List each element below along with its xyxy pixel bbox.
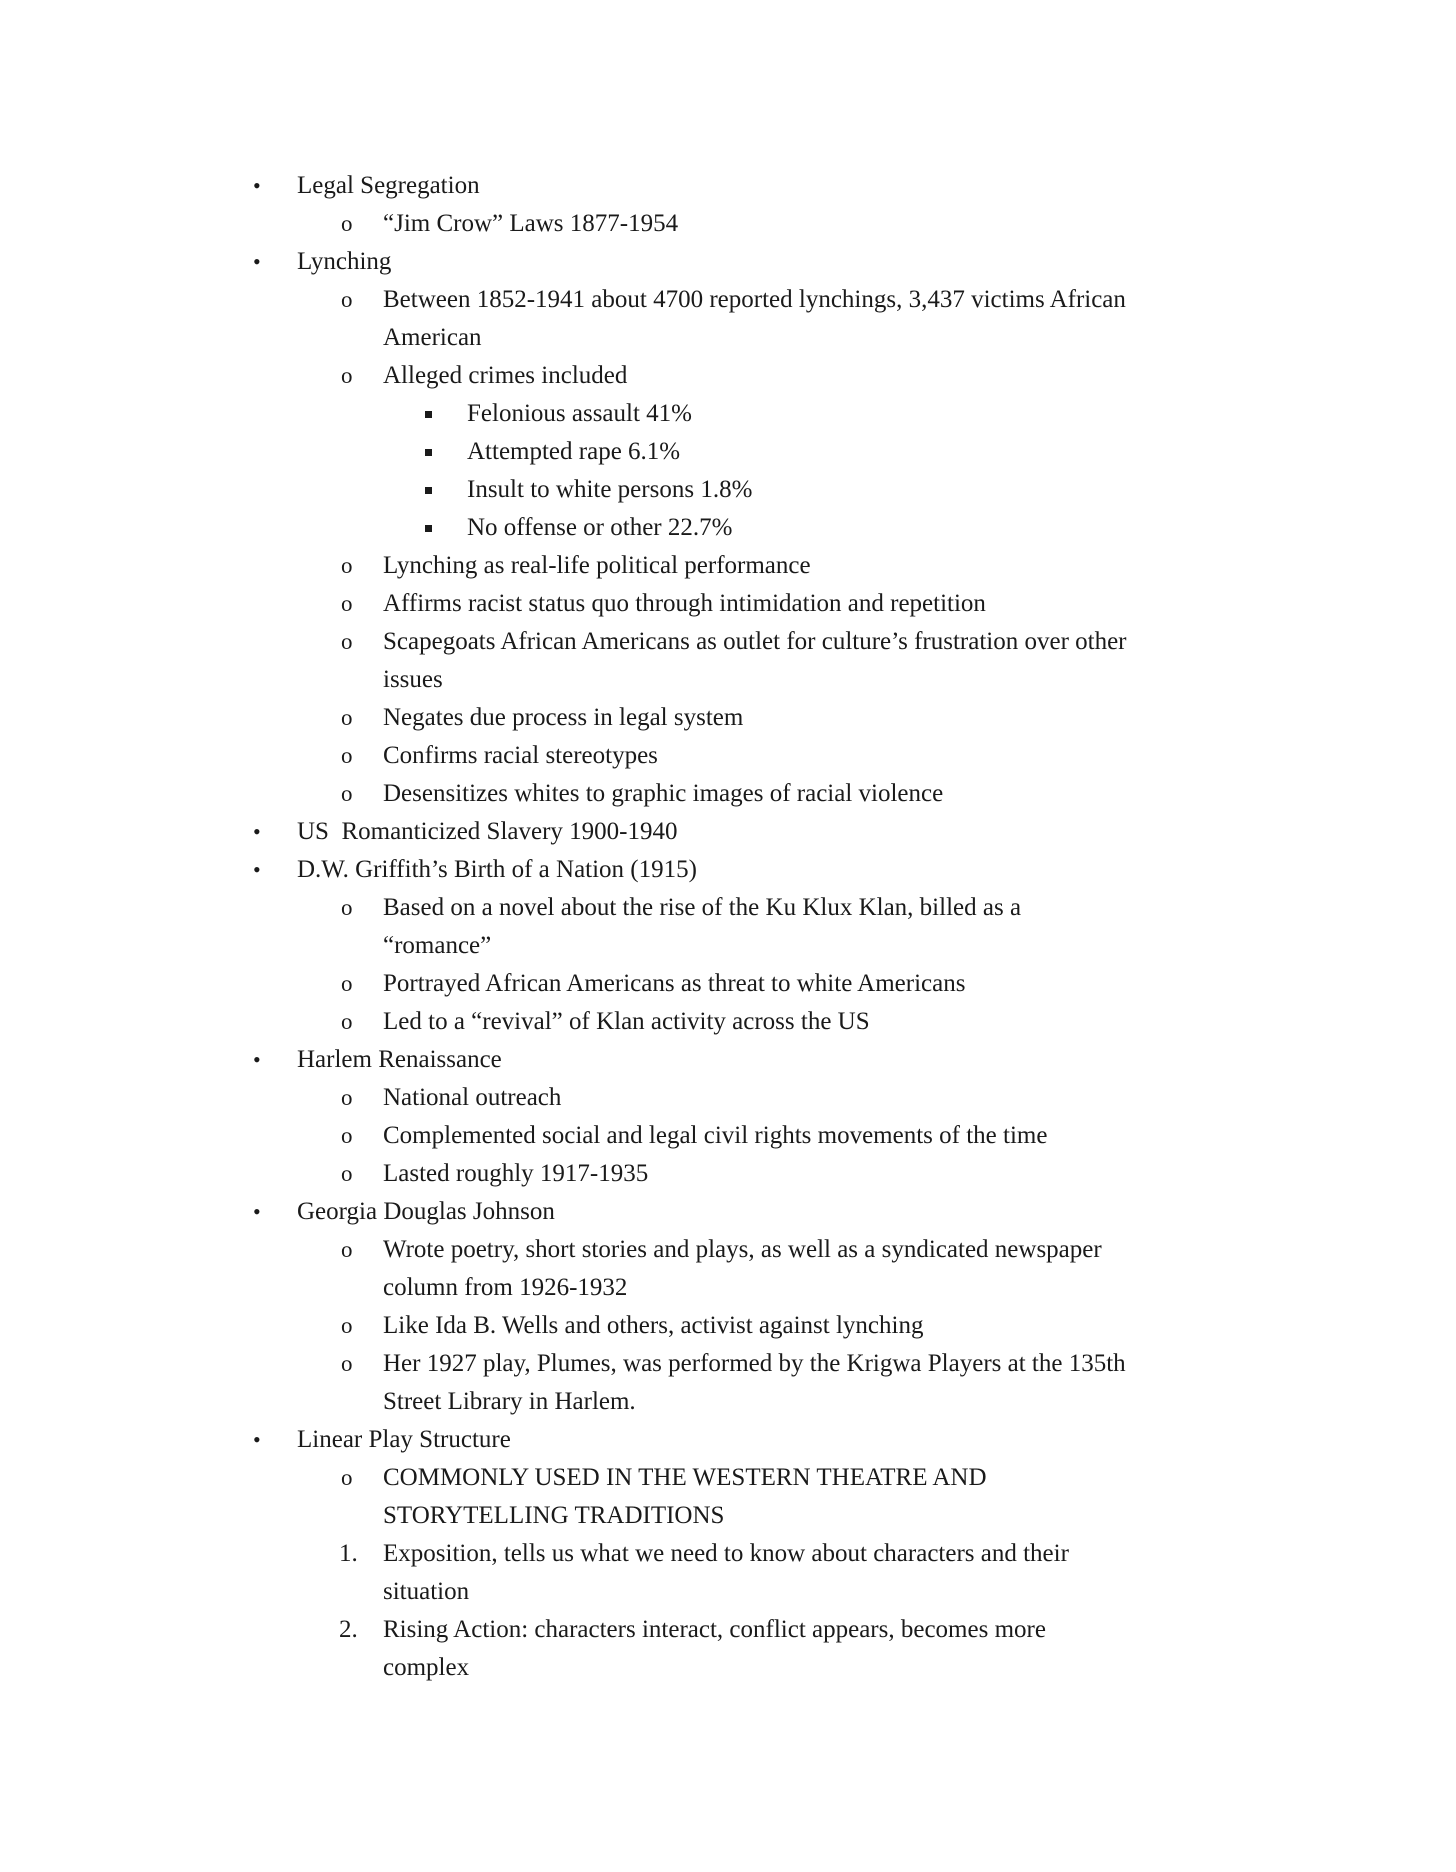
bullet-icon: •	[253, 1047, 261, 1072]
item-text: complex	[383, 1654, 470, 1681]
circle-bullet-icon: o	[341, 1237, 353, 1262]
list-item	[0, 1003, 1456, 1041]
item-text: Lynching as real-life political performance	[383, 552, 811, 579]
list-item-continuation	[0, 1383, 1456, 1421]
list-item	[0, 965, 1456, 1003]
item-text: “romance”	[383, 932, 492, 959]
item-text: Complemented social and legal civil rights movements of the time	[383, 1122, 1048, 1149]
list-item-continuation	[0, 1573, 1456, 1611]
list-item	[0, 1421, 1456, 1459]
item-text: No offense or other 22.7%	[467, 514, 733, 541]
item-text: Wrote poetry, short stories and plays, as well as a syndicated newspaper	[383, 1236, 1102, 1263]
circle-bullet-icon: o	[341, 1009, 353, 1034]
circle-bullet-icon: o	[341, 363, 353, 388]
item-text: STORYTELLING TRADITIONS	[383, 1502, 725, 1529]
list-item	[0, 395, 1456, 433]
item-text: Scapegoats African Americans as outlet for culture’s frustration over other	[383, 628, 1127, 655]
list-item	[0, 699, 1456, 737]
item-text: Felonious assault 41%	[467, 400, 692, 427]
list-item	[0, 1193, 1456, 1231]
list-item	[0, 889, 1456, 927]
item-text: issues	[383, 666, 443, 693]
square-bullet-icon	[425, 449, 432, 456]
square-bullet-icon	[425, 525, 432, 532]
list-item-continuation	[0, 927, 1456, 965]
outline-page	[0, 167, 1456, 1687]
bullet-icon: •	[253, 249, 261, 274]
item-text: D.W. Griffith’s Birth of a Nation (1915)	[297, 856, 697, 883]
list-item	[0, 1231, 1456, 1269]
item-text: Exposition, tells us what we need to know about characters and their	[383, 1540, 1069, 1567]
item-text: Street Library in Harlem.	[383, 1388, 636, 1415]
circle-bullet-icon: o	[341, 1085, 353, 1110]
item-number: 1.	[339, 1540, 358, 1567]
circle-bullet-icon: o	[341, 743, 353, 768]
circle-bullet-icon: o	[341, 629, 353, 654]
list-item	[0, 281, 1456, 319]
list-item	[0, 357, 1456, 395]
circle-bullet-icon: o	[341, 1351, 353, 1376]
item-text: Like Ida B. Wells and others, activist against lynching	[383, 1312, 924, 1339]
list-item	[0, 1155, 1456, 1193]
circle-bullet-icon: o	[341, 971, 353, 996]
item-text: “Jim Crow” Laws 1877-1954	[383, 210, 679, 237]
list-item-continuation	[0, 661, 1456, 699]
list-item-continuation	[0, 1649, 1456, 1687]
list-item	[0, 547, 1456, 585]
list-item	[0, 1459, 1456, 1497]
list-item-continuation	[0, 1269, 1456, 1307]
item-number: 2.	[339, 1616, 358, 1643]
circle-bullet-icon: o	[341, 1465, 353, 1490]
item-text: Her 1927 play, Plumes, was performed by the Krigwa Players at the 135th	[383, 1350, 1126, 1377]
item-text: Based on a novel about the rise of the Ku Klux Klan, billed as a	[383, 894, 1022, 921]
square-bullet-icon	[425, 411, 432, 418]
item-text: Georgia Douglas Johnson	[297, 1198, 555, 1225]
circle-bullet-icon: o	[341, 591, 353, 616]
bullet-icon: •	[253, 819, 261, 844]
list-item	[0, 851, 1456, 889]
circle-bullet-icon: o	[341, 1313, 353, 1338]
list-item	[0, 471, 1456, 509]
circle-bullet-icon: o	[341, 211, 353, 236]
list-item	[0, 775, 1456, 813]
bullet-icon: •	[253, 857, 261, 882]
list-item	[0, 1079, 1456, 1117]
item-text: COMMONLY USED IN THE WESTERN THEATRE AND	[383, 1464, 987, 1491]
numbered-item	[0, 1535, 1456, 1573]
item-text: US Romanticized Slavery 1900-1940	[297, 818, 678, 845]
item-text: situation	[383, 1578, 470, 1605]
circle-bullet-icon: o	[341, 705, 353, 730]
list-item	[0, 1041, 1456, 1079]
circle-bullet-icon: o	[341, 1161, 353, 1186]
item-text: Alleged crimes included	[383, 362, 628, 389]
list-item-continuation	[0, 1497, 1456, 1535]
circle-bullet-icon: o	[341, 1123, 353, 1148]
circle-bullet-icon: o	[341, 781, 353, 806]
square-bullet-icon	[425, 487, 432, 494]
numbered-item	[0, 1611, 1456, 1649]
item-text: Desensitizes whites to graphic images of racial violence	[383, 780, 944, 807]
list-item	[0, 585, 1456, 623]
item-text: Harlem Renaissance	[297, 1046, 502, 1073]
list-item	[0, 1345, 1456, 1383]
circle-bullet-icon: o	[341, 287, 353, 312]
bullet-icon: •	[253, 1199, 261, 1224]
list-item	[0, 813, 1456, 851]
item-text: Linear Play Structure	[297, 1426, 511, 1453]
list-item	[0, 509, 1456, 547]
item-text: National outreach	[383, 1084, 562, 1111]
item-text: column from 1926-1932	[383, 1274, 628, 1301]
item-text: Lasted roughly 1917-1935	[383, 1160, 649, 1187]
list-item	[0, 433, 1456, 471]
item-text: Affirms racist status quo through intimidation and repetition	[383, 590, 986, 617]
list-item	[0, 623, 1456, 661]
item-text: Legal Segregation	[297, 172, 480, 199]
item-text: Rising Action: characters interact, conflict appears, becomes more	[383, 1616, 1046, 1643]
bullet-icon: •	[253, 1427, 261, 1452]
list-item	[0, 205, 1456, 243]
item-text: Lynching	[297, 248, 392, 275]
list-item	[0, 1307, 1456, 1345]
circle-bullet-icon: o	[341, 895, 353, 920]
item-text: Portrayed African Americans as threat to white Americans	[383, 970, 966, 997]
item-text: Negates due process in legal system	[383, 704, 744, 731]
list-item-continuation	[0, 319, 1456, 357]
item-text: Led to a “revival” of Klan activity across the US	[383, 1008, 870, 1035]
bullet-icon: •	[253, 173, 261, 198]
item-text: Confirms racial stereotypes	[383, 742, 658, 769]
list-item	[0, 167, 1456, 205]
item-text: Between 1852-1941 about 4700 reported lynchings, 3,437 victims African	[383, 286, 1126, 313]
list-item	[0, 1117, 1456, 1155]
list-item	[0, 243, 1456, 281]
item-text: Attempted rape 6.1%	[467, 438, 681, 465]
item-text: American	[383, 324, 482, 351]
item-text: Insult to white persons 1.8%	[467, 476, 753, 503]
list-item	[0, 737, 1456, 775]
circle-bullet-icon: o	[341, 553, 353, 578]
